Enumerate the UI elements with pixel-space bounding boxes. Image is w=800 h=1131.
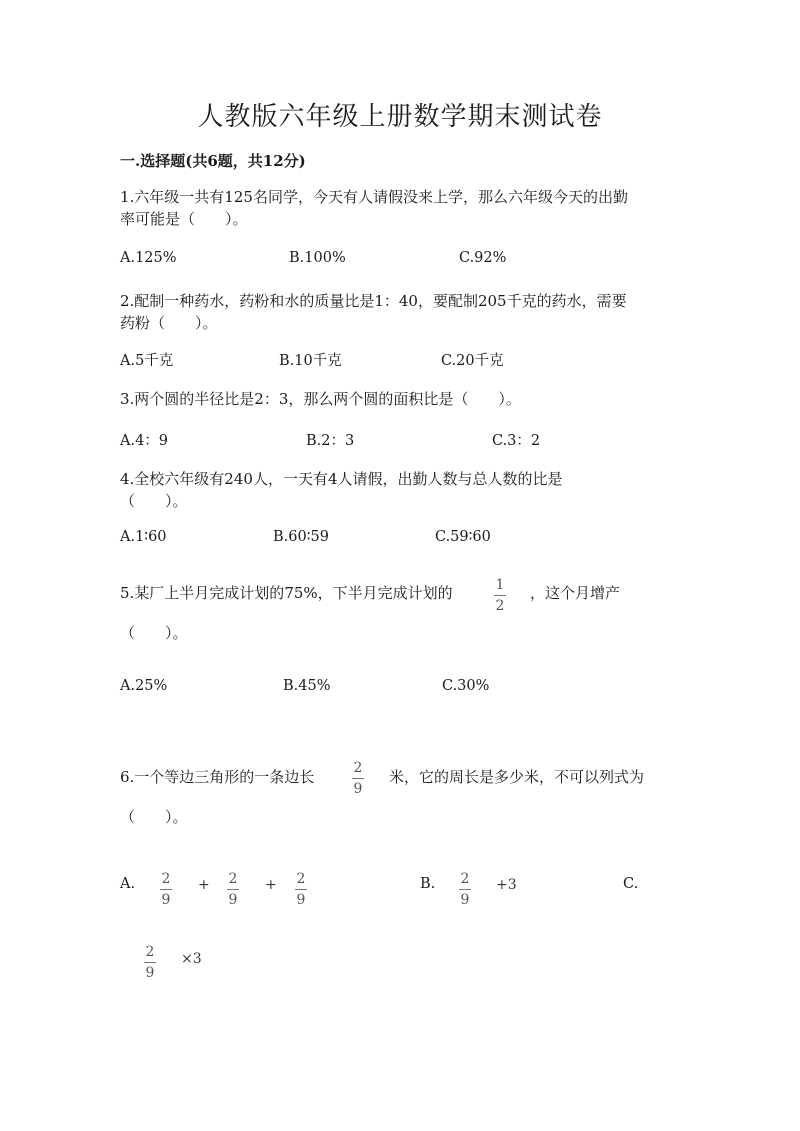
fraction-bar bbox=[459, 889, 471, 890]
fraction-two-ninths bbox=[459, 871, 471, 908]
fraction-two-ninths bbox=[227, 871, 239, 908]
q6-option-a-label: A. bbox=[120, 876, 136, 892]
times-three: ×3 bbox=[181, 951, 202, 967]
question-2-line-1: 2.配制一种药水，药粉和水的质量比是1：40，要配制205千克的药水，需要 bbox=[120, 292, 627, 310]
q6-option-b-label: B. bbox=[420, 876, 436, 892]
plus-three: +3 bbox=[496, 877, 517, 893]
question-6-line-1-b: 米，它的周长是多少米，不可以列式为 bbox=[389, 768, 645, 786]
fraction-two-ninths bbox=[144, 944, 156, 981]
fraction-bar bbox=[227, 889, 239, 890]
fraction-two-ninths bbox=[160, 871, 172, 908]
q3-option-b: B.2：3 bbox=[306, 433, 355, 449]
fraction-bar bbox=[160, 889, 172, 890]
question-6-line-1-a: 6.一个等边三角形的一条边长 bbox=[120, 768, 315, 786]
question-5-line-1-a: 5.某厂上半月完成计划的75%，下半月完成计划的 bbox=[120, 584, 453, 602]
question-4-line-2: （ ）。 bbox=[120, 492, 188, 510]
fraction-bar bbox=[295, 889, 307, 890]
section-heading: 一.选择题(共6题，共12分) bbox=[120, 152, 306, 170]
question-3-line-1: 3.两个圆的半径比是2：3，那么两个圆的面积比是（ ）。 bbox=[120, 390, 521, 408]
fraction-denominator: 9 bbox=[228, 892, 238, 908]
fraction-numerator: 2 bbox=[145, 944, 155, 960]
page-title: 人教版六年级上册数学期末测试卷 bbox=[197, 102, 603, 132]
fraction-bar bbox=[144, 962, 156, 963]
q1-option-a: A.125% bbox=[120, 250, 177, 266]
fraction-one-half bbox=[494, 577, 506, 614]
fraction-denominator: 9 bbox=[353, 781, 363, 797]
fraction-two-ninths bbox=[295, 871, 307, 908]
question-1-line-1: 1.六年级一共有125名同学，今天有人请假没来上学，那么六年级今天的出勤 bbox=[120, 188, 628, 206]
q4-option-a: A.1∶60 bbox=[120, 529, 167, 545]
fraction-bar bbox=[352, 778, 364, 779]
question-5-line-1-b: ，这个月增产 bbox=[530, 584, 621, 602]
q1-option-c: C.92% bbox=[459, 250, 507, 266]
fraction-numerator: 2 bbox=[228, 871, 238, 887]
fraction-denominator: 2 bbox=[495, 598, 505, 614]
q2-option-c: C.20千克 bbox=[441, 353, 504, 369]
q5-option-b: B.45% bbox=[283, 678, 331, 694]
q3-option-a: A.4：9 bbox=[120, 433, 169, 449]
fraction-numerator: 2 bbox=[161, 871, 171, 887]
question-1-line-2: 率可能是（ ）。 bbox=[120, 210, 248, 228]
question-6-line-2: （ ）。 bbox=[120, 808, 188, 826]
fraction-denominator: 9 bbox=[296, 892, 306, 908]
q5-option-c: C.30% bbox=[442, 678, 490, 694]
fraction-denominator: 9 bbox=[145, 965, 155, 981]
q3-option-c: C.3：2 bbox=[492, 433, 541, 449]
question-5-line-2: （ ）。 bbox=[120, 624, 188, 642]
plus-sign: + bbox=[198, 877, 210, 893]
fraction-denominator: 9 bbox=[460, 892, 470, 908]
fraction-numerator: 2 bbox=[353, 760, 363, 776]
question-2-line-2: 药粉（ ）。 bbox=[120, 314, 218, 332]
question-4-line-1: 4.全校六年级有240人，一天有4人请假，出勤人数与总人数的比是 bbox=[120, 470, 563, 488]
q2-option-a: A.5千克 bbox=[120, 353, 174, 369]
fraction-two-ninths bbox=[352, 760, 364, 797]
fraction-numerator: 2 bbox=[460, 871, 470, 887]
plus-sign: + bbox=[265, 877, 277, 893]
q4-option-c: C.59∶60 bbox=[435, 529, 491, 545]
q5-option-a: A.25% bbox=[120, 678, 168, 694]
q1-option-b: B.100% bbox=[289, 250, 346, 266]
fraction-numerator: 2 bbox=[296, 871, 306, 887]
fraction-bar bbox=[494, 595, 506, 596]
q6-option-c-label: C. bbox=[623, 876, 639, 892]
q2-option-b: B.10千克 bbox=[279, 353, 342, 369]
fraction-numerator: 1 bbox=[495, 577, 505, 593]
q4-option-b: B.60∶59 bbox=[273, 529, 329, 545]
fraction-denominator: 9 bbox=[161, 892, 171, 908]
